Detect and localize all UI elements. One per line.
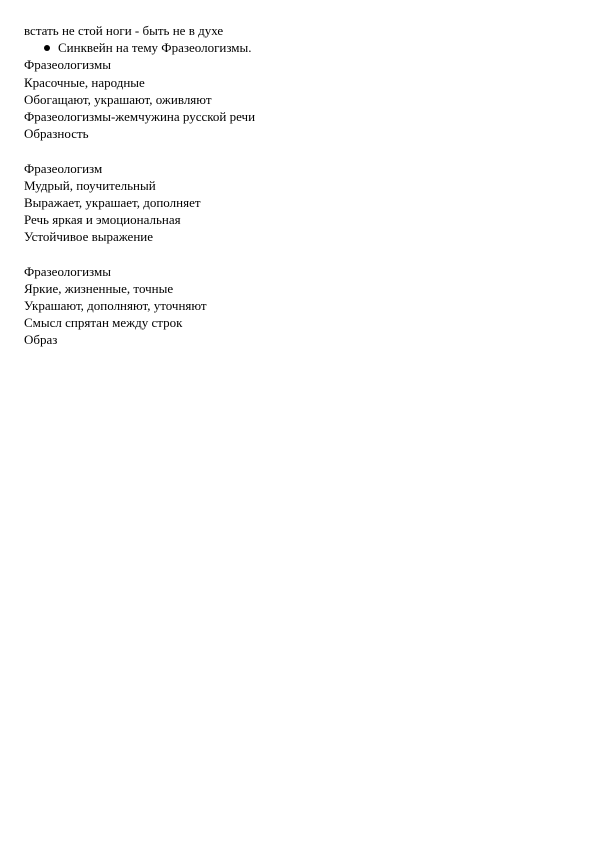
syncwine-line: Фразеологизм	[24, 160, 103, 176]
syncwine-line: Украшают, дополняют, уточняют	[24, 298, 207, 313]
blank-line	[24, 245, 584, 262]
syncwine-line: Выражает, украшает, дополняет	[24, 194, 201, 210]
document-page	[24, 22, 584, 349]
bullet-icon	[44, 45, 50, 51]
syncwine-block-1	[24, 56, 584, 142]
syncwine-line: Мудрый, поучительный	[24, 177, 156, 193]
bullet-item-text: Синквейн на тему Фразеологизмы.	[58, 40, 252, 56]
syncwine-line: Красочные, народные	[24, 74, 145, 90]
syncwine-line: Обогащают, украшают, оживляют	[24, 91, 212, 107]
syncwine-line: Фразеологизмы	[24, 263, 111, 279]
syncwine-block-2	[24, 160, 584, 246]
syncwine-line: Фразеологизмы-жемчужина русской речи	[24, 108, 256, 124]
bullet-list-item	[24, 39, 584, 56]
syncwine-line: Фразеологизмы	[24, 57, 111, 73]
syncwine-line: Смысл спрятан между строк	[24, 315, 183, 331]
syncwine-line: Устойчивое выражение	[24, 229, 154, 245]
intro-line: встать не стой ноги - быть не в духе	[24, 23, 224, 38]
syncwine-line: Речь яркая и эмоциональная	[24, 212, 181, 228]
syncwine-line: Яркие, жизненные, точные	[24, 280, 174, 296]
syncwine-line: Образ	[24, 332, 58, 348]
syncwine-line: Образность	[24, 126, 89, 142]
syncwine-block-3	[24, 263, 584, 349]
blank-line	[24, 142, 584, 159]
